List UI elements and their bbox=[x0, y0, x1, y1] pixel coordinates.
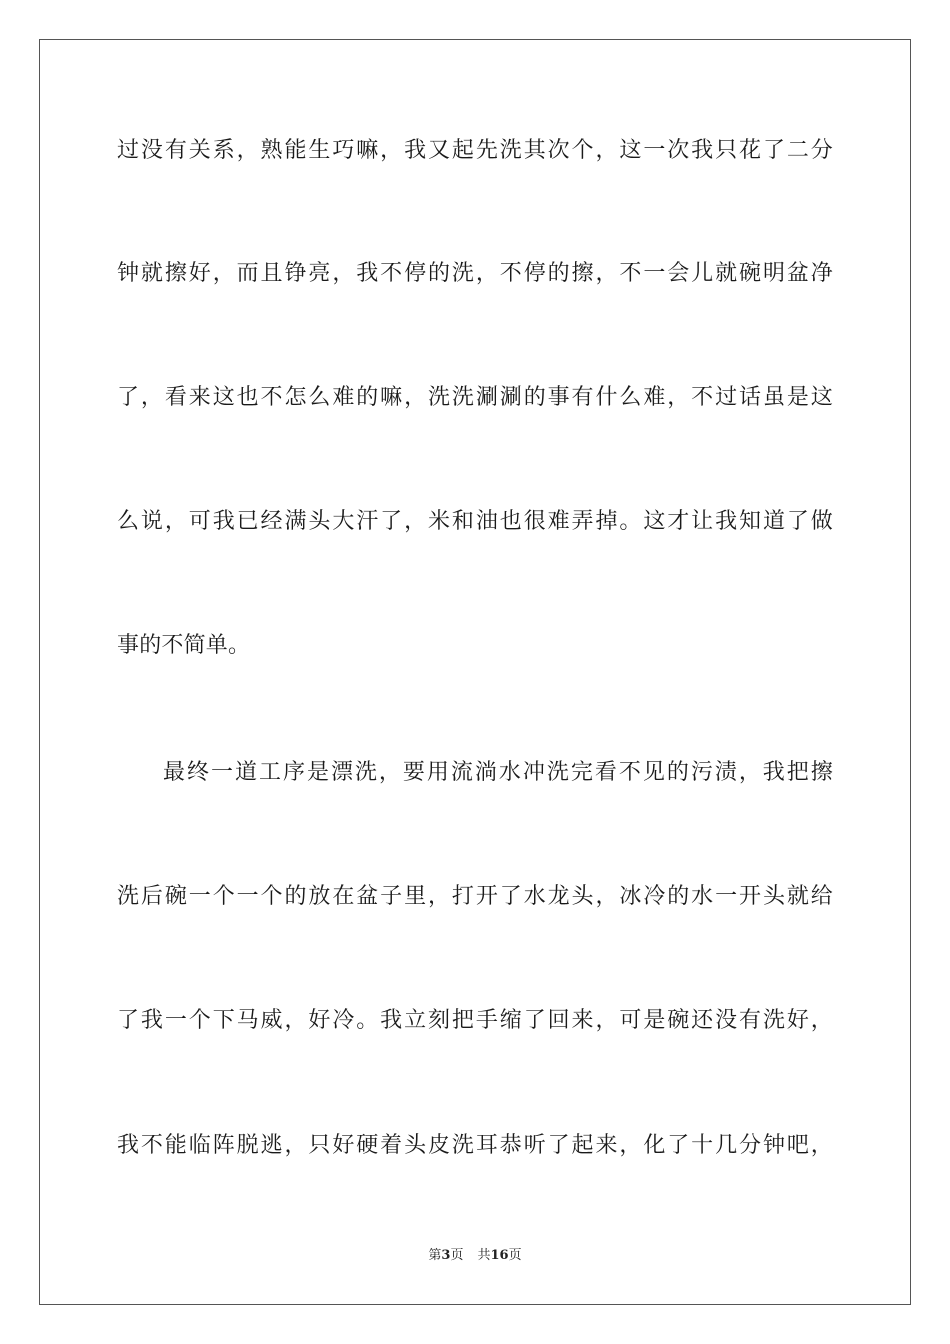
body-text-line-2: 钟就擦好，而且铮亮，我不停的洗，不停的擦，不一会儿就碗明盆净 bbox=[117, 261, 833, 286]
page-number: 3 bbox=[441, 1248, 451, 1263]
page-suffix: 页 bbox=[450, 1248, 464, 1263]
body-text-line-1: 过没有关系，熟能生巧嘛，我又起先洗其次个，这一次我只花了二分 bbox=[117, 138, 833, 163]
total-prefix: 共 bbox=[477, 1248, 491, 1263]
body-text-line-4: 么说，可我已经满头大汗了，米和油也很难弄掉。这才让我知道了做 bbox=[117, 509, 833, 534]
body-text-line-9: 我不能临阵脱逃，只好硬着头皮洗耳恭听了起来，化了十几分钟吧， bbox=[117, 1133, 833, 1158]
page-prefix: 第 bbox=[428, 1248, 442, 1263]
page-footer bbox=[0, 1247, 950, 1265]
paragraph-start-line: 最终一道工序是漂洗，要用流淌水冲洗完看不见的污渍，我把擦 bbox=[163, 760, 833, 785]
body-text-line-3: 了，看来这也不怎么难的嘛，洗洗涮涮的事有什么难，不过话虽是这 bbox=[117, 385, 833, 410]
body-text-line-8: 了我一个下马威，好冷。我立刻把手缩了回来，可是碗还没有洗好， bbox=[117, 1008, 833, 1033]
total-suffix: 页 bbox=[508, 1248, 522, 1263]
total-pages: 16 bbox=[490, 1248, 509, 1263]
body-text-line-5: 事的不简单。 bbox=[117, 633, 251, 658]
page-border bbox=[39, 39, 911, 1305]
body-text-line-7: 洗后碗一个一个的放在盆子里，打开了水龙头，冰冷的水一开头就给 bbox=[117, 884, 833, 909]
